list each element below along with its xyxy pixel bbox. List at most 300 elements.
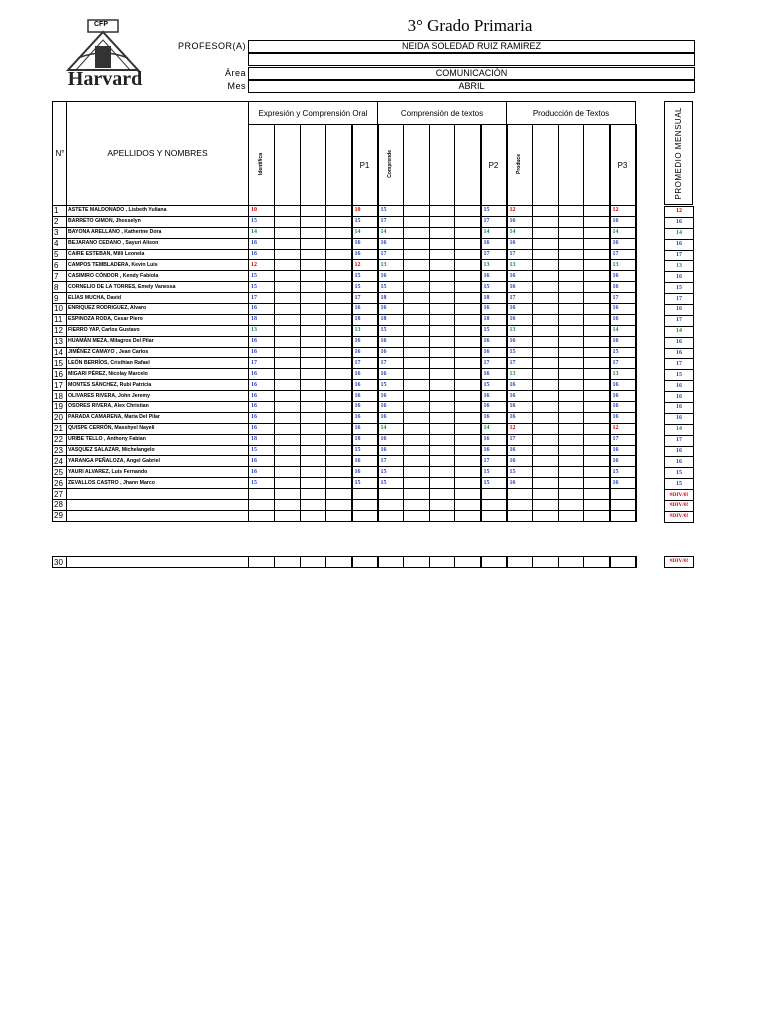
- average-cell: 16: [665, 305, 694, 316]
- table-row: [53, 489, 636, 500]
- grade-cell: 17: [507, 434, 533, 445]
- header-names: APELLIDOS Y NOMBRES: [67, 102, 249, 206]
- grade-cell: 15: [378, 206, 404, 217]
- empty-cell: [404, 336, 430, 347]
- average-cell: 16: [665, 217, 694, 228]
- student-name: OLIVARES RIVERA, John Jeremy: [67, 391, 249, 402]
- grade-cell: 15: [249, 478, 275, 489]
- empty-cell: [301, 238, 326, 249]
- empty-cell: [559, 282, 584, 293]
- row-number: 6: [53, 260, 67, 271]
- table-row: [53, 314, 636, 325]
- empty-cell: [559, 206, 584, 217]
- empty-cell: [584, 478, 610, 489]
- table-row: [53, 293, 636, 304]
- empty-cell: [301, 216, 326, 227]
- empty-cell: [455, 271, 481, 282]
- period-grade-cell: 13: [352, 325, 378, 336]
- period-grade-cell: 16: [610, 380, 636, 391]
- grade-cell: 16: [249, 336, 275, 347]
- empty-cell: [326, 456, 352, 467]
- grade-cell: 16: [507, 380, 533, 391]
- grade-cell: [378, 489, 404, 500]
- empty-cell: [430, 260, 455, 271]
- period-grade-cell: 14: [352, 227, 378, 238]
- empty-cell: [584, 260, 610, 271]
- grade-cell: 16: [507, 391, 533, 402]
- student-name: CAMPOS TEMBLADERA, Kevin Luis: [67, 260, 249, 271]
- empty-cell: [301, 304, 326, 315]
- empty-cell: [301, 206, 326, 217]
- empty-cell: [559, 456, 584, 467]
- empty-cell: [533, 369, 559, 380]
- row-number: 25: [53, 467, 67, 478]
- grade-cell: 16: [507, 271, 533, 282]
- empty-cell: [584, 293, 610, 304]
- row-number: 17: [53, 380, 67, 391]
- grade-cell: 17: [378, 358, 404, 369]
- header-group-comprension: Comprensión de textos: [378, 102, 507, 125]
- empty-cell: [584, 369, 610, 380]
- row-number: 18: [53, 391, 67, 402]
- period-grade-cell: 16: [352, 336, 378, 347]
- average-cell: 17: [665, 359, 694, 370]
- grade-cell: 16: [507, 282, 533, 293]
- empty-cell: [404, 369, 430, 380]
- empty-cell: [533, 478, 559, 489]
- grade-cell: 16: [249, 238, 275, 249]
- empty-cell: [430, 380, 455, 391]
- student-name: LEÓN BERRÍOS, Cristhian Rafael: [67, 358, 249, 369]
- empty-cell: [275, 478, 301, 489]
- empty-cell: [533, 293, 559, 304]
- period-grade-cell: 16: [610, 336, 636, 347]
- student-name: URIBE TELLO , Anthony Fabian: [67, 434, 249, 445]
- period-grade-cell: 16: [481, 391, 507, 402]
- average-cell: 13: [665, 261, 694, 272]
- student-name: [67, 489, 249, 500]
- grades-table: [52, 101, 637, 522]
- empty-cell: [584, 456, 610, 467]
- empty-cell: [559, 304, 584, 315]
- grade-cell: 16: [378, 271, 404, 282]
- row-number: 20: [53, 412, 67, 423]
- grade-cell: 17: [249, 358, 275, 369]
- period-grade-cell: 16: [352, 380, 378, 391]
- empty-cell: [326, 336, 352, 347]
- grade-cell: 16: [378, 304, 404, 315]
- grade-cell: 16: [378, 391, 404, 402]
- promedio-header: [664, 101, 693, 205]
- empty-cell: [455, 314, 481, 325]
- period-grade-cell: 16: [481, 445, 507, 456]
- empty-cell: [301, 260, 326, 271]
- grade-cell: 17: [507, 358, 533, 369]
- empty-cell: [404, 206, 430, 217]
- grade-cell: 17: [378, 216, 404, 227]
- empty-cell: [559, 402, 584, 413]
- empty-cell: [455, 238, 481, 249]
- empty-cell: [275, 304, 301, 315]
- student-name: BEJARANO CEDANO , Sayuri Alison: [67, 238, 249, 249]
- grade-cell: 15: [378, 478, 404, 489]
- empty-cell: [455, 412, 481, 423]
- table-row: [53, 304, 636, 315]
- grade-cell: 16: [507, 314, 533, 325]
- period-grade-cell: 16: [481, 336, 507, 347]
- header-p2: P2: [481, 125, 507, 206]
- empty-cell: [584, 358, 610, 369]
- empty-cell: [275, 456, 301, 467]
- grade-cell: 15: [249, 445, 275, 456]
- row30-promedio: [664, 556, 694, 568]
- empty-cell: [559, 445, 584, 456]
- empty-cell: [301, 282, 326, 293]
- empty-cell: [275, 510, 301, 521]
- table-row: [53, 249, 636, 260]
- empty-cell: [430, 423, 455, 434]
- grade-cell: 15: [249, 282, 275, 293]
- empty-cell: [404, 423, 430, 434]
- empty-cell: [326, 423, 352, 434]
- empty-cell: [455, 293, 481, 304]
- empty-cell: [404, 391, 430, 402]
- student-name: YARANGA PEÑALOZA, Angel Gabriel: [67, 456, 249, 467]
- grade-cell: 17: [378, 456, 404, 467]
- empty-cell: [584, 206, 610, 217]
- average-cell: 14: [665, 228, 694, 239]
- grade-cell: 18: [249, 434, 275, 445]
- empty-cell: [584, 489, 610, 500]
- empty-cell: [326, 216, 352, 227]
- grade-cell: 16: [378, 238, 404, 249]
- empty-cell: [430, 347, 455, 358]
- grade-cell: 18: [249, 314, 275, 325]
- table-row: [53, 260, 636, 271]
- empty-cell: [559, 510, 584, 521]
- empty-cell: [559, 434, 584, 445]
- period-grade-cell: 15: [481, 478, 507, 489]
- empty-cell: [533, 456, 559, 467]
- grade-cell: 14: [378, 423, 404, 434]
- empty-cell: [430, 456, 455, 467]
- empty-cell: [584, 282, 610, 293]
- empty-cell: [455, 369, 481, 380]
- empty-cell: [301, 489, 326, 500]
- empty-cell: [275, 391, 301, 402]
- empty-cell: [455, 304, 481, 315]
- empty-cell: [455, 206, 481, 217]
- grade-cell: 16: [249, 402, 275, 413]
- grade-cell: 17: [249, 293, 275, 304]
- empty-cell: [301, 423, 326, 434]
- table-row: [53, 238, 636, 249]
- empty-cell: [301, 227, 326, 238]
- empty-cell: [404, 271, 430, 282]
- period-grade-cell: 16: [352, 369, 378, 380]
- average-cell: 14: [665, 424, 694, 435]
- empty-cell: [584, 238, 610, 249]
- period-grade-cell: 15: [610, 467, 636, 478]
- empty-cell: [430, 325, 455, 336]
- grade-cell: [507, 510, 533, 521]
- grade-cell: 16: [507, 216, 533, 227]
- period-grade-cell: 13: [481, 260, 507, 271]
- header-p1: P1: [352, 125, 378, 206]
- table-row: [53, 478, 636, 489]
- empty-cell: [430, 402, 455, 413]
- empty-cell: [533, 260, 559, 271]
- grade-cell: 13: [378, 260, 404, 271]
- grade-cell: 15: [378, 467, 404, 478]
- empty-cell: [404, 304, 430, 315]
- empty-cell: [301, 358, 326, 369]
- empty-cell: [430, 206, 455, 217]
- empty-cell: [533, 358, 559, 369]
- empty-cell: [584, 510, 610, 521]
- empty-cell: [301, 456, 326, 467]
- empty-cell: [430, 249, 455, 260]
- period-grade-cell: 16: [352, 238, 378, 249]
- empty-cell: [430, 271, 455, 282]
- row-number: 15: [53, 358, 67, 369]
- table-row: [53, 456, 636, 467]
- empty-cell: [559, 336, 584, 347]
- empty-cell: [275, 423, 301, 434]
- grade-cell: 16: [378, 434, 404, 445]
- grade-cell: 16: [507, 478, 533, 489]
- empty-cell: [455, 467, 481, 478]
- empty-cell: [455, 478, 481, 489]
- empty-cell: [533, 510, 559, 521]
- empty-cell: [533, 347, 559, 358]
- student-name: CORNELIO DE LA TORRES, Emely Vanessa: [67, 282, 249, 293]
- empty-cell: [275, 358, 301, 369]
- empty-cell: [404, 238, 430, 249]
- period-grade-cell: 12: [610, 423, 636, 434]
- empty-cell: [559, 500, 584, 511]
- empty-cell: [404, 456, 430, 467]
- average-cell: 12: [665, 207, 694, 218]
- period-grade-cell: 15: [481, 206, 507, 217]
- table-row: [53, 434, 636, 445]
- period-grade-cell: [481, 500, 507, 511]
- page-title: 3° Grado Primaria: [407, 16, 533, 35]
- empty-cell: [275, 434, 301, 445]
- empty-cell: [584, 402, 610, 413]
- grade-cell: 16: [249, 380, 275, 391]
- period-grade-cell: 16: [481, 304, 507, 315]
- empty-cell: [455, 347, 481, 358]
- empty-cell: [455, 489, 481, 500]
- grade-cell: 15: [249, 271, 275, 282]
- period-grade-cell: 16: [352, 304, 378, 315]
- grade-cell: 16: [507, 336, 533, 347]
- empty-cell: [326, 227, 352, 238]
- row-number: 28: [53, 500, 67, 511]
- period-grade-cell: 15: [352, 445, 378, 456]
- period-grade-cell: [610, 489, 636, 500]
- empty-cell: [404, 445, 430, 456]
- row-number: 27: [53, 489, 67, 500]
- empty-cell: [559, 478, 584, 489]
- period-grade-cell: 16: [481, 271, 507, 282]
- empty-cell: [455, 510, 481, 521]
- row-number: 8: [53, 282, 67, 293]
- empty-cell: [533, 238, 559, 249]
- empty-cell: [455, 216, 481, 227]
- grade-cell: 15: [249, 216, 275, 227]
- empty-cell: [533, 314, 559, 325]
- empty-cell: [326, 304, 352, 315]
- empty-cell: [559, 358, 584, 369]
- empty-cell: [301, 380, 326, 391]
- empty-cell: [430, 489, 455, 500]
- empty-cell: [275, 402, 301, 413]
- empty-cell: [275, 238, 301, 249]
- period-grade-cell: 15: [481, 282, 507, 293]
- empty-cell: [559, 423, 584, 434]
- empty-cell: [326, 238, 352, 249]
- empty-cell: [326, 412, 352, 423]
- header-group-oral: Expresión y Comprensión Oral: [249, 102, 378, 125]
- empty-cell: [326, 434, 352, 445]
- empty-cell: [584, 216, 610, 227]
- empty-cell: [404, 358, 430, 369]
- grade-cell: 16: [507, 456, 533, 467]
- student-name: MIGARI PÉREZ, Nicolay Marcelo: [67, 369, 249, 380]
- empty-cell: [404, 216, 430, 227]
- period-grade-cell: 15: [352, 282, 378, 293]
- empty-cell: [301, 478, 326, 489]
- empty-cell: [326, 380, 352, 391]
- empty-cell: [584, 314, 610, 325]
- empty-cell: [430, 434, 455, 445]
- table-row: [53, 206, 636, 217]
- period-grade-cell: 15: [481, 325, 507, 336]
- average-cell: 16: [665, 337, 694, 348]
- empty-cell: [455, 456, 481, 467]
- row-number: 19: [53, 402, 67, 413]
- period-grade-cell: 15: [481, 467, 507, 478]
- empty-cell: [275, 260, 301, 271]
- table-row: [53, 271, 636, 282]
- average-cell: 16: [665, 446, 694, 457]
- period-grade-cell: 14: [481, 227, 507, 238]
- grade-cell: 16: [507, 238, 533, 249]
- grade-cell: 17: [378, 249, 404, 260]
- student-name: PARADA CAMARENA, Maria Del Pilar: [67, 412, 249, 423]
- empty-cell: [430, 500, 455, 511]
- grade-cell: 16: [507, 412, 533, 423]
- student-name: MONTES SÁNCHEZ, Rubí Patricia: [67, 380, 249, 391]
- empty-cell: [533, 434, 559, 445]
- sub-produce: Produce: [516, 153, 523, 174]
- logo-badge: CFP: [94, 21, 108, 28]
- empty-cell: [559, 238, 584, 249]
- period-grade-cell: 18: [352, 314, 378, 325]
- period-grade-cell: 15: [352, 478, 378, 489]
- table-row: [53, 336, 636, 347]
- empty-cell: [275, 271, 301, 282]
- average-cell: 15: [665, 370, 694, 381]
- grade-cell: [249, 489, 275, 500]
- empty-cell: [326, 358, 352, 369]
- row30-avg: #DIV/0!: [665, 557, 694, 568]
- empty-cell: [301, 249, 326, 260]
- empty-cell: [533, 336, 559, 347]
- grade-cell: 16: [378, 347, 404, 358]
- grade-cell: 14: [507, 227, 533, 238]
- empty-cell: [455, 282, 481, 293]
- empty-cell: [301, 325, 326, 336]
- empty-cell: [326, 314, 352, 325]
- row-number: 2: [53, 216, 67, 227]
- grade-cell: 16: [249, 423, 275, 434]
- table-row: [53, 500, 636, 511]
- grade-cell: 16: [507, 445, 533, 456]
- grade-cell: 16: [378, 402, 404, 413]
- grade-cell: [378, 500, 404, 511]
- grade-cell: 18: [378, 314, 404, 325]
- period-grade-cell: 16: [352, 423, 378, 434]
- table-row: [53, 282, 636, 293]
- empty-cell: [404, 412, 430, 423]
- empty-cell: [326, 282, 352, 293]
- empty-cell: [430, 304, 455, 315]
- table-row: [53, 347, 636, 358]
- empty-cell: [584, 445, 610, 456]
- grade-cell: 14: [378, 227, 404, 238]
- grade-cell: [249, 500, 275, 511]
- grade-cell: 15: [378, 380, 404, 391]
- table-row: [53, 510, 636, 521]
- empty-cell: [455, 445, 481, 456]
- empty-cell: [455, 358, 481, 369]
- empty-cell: [404, 510, 430, 521]
- empty-cell: [559, 293, 584, 304]
- period-grade-cell: 16: [481, 402, 507, 413]
- empty-cell: [301, 336, 326, 347]
- empty-cell: [326, 478, 352, 489]
- empty-cell: [301, 391, 326, 402]
- table-row: [53, 391, 636, 402]
- empty-cell: [430, 510, 455, 521]
- row-number: 21: [53, 423, 67, 434]
- average-cell: 17: [665, 315, 694, 326]
- empty-cell: [584, 380, 610, 391]
- grade-cell: 17: [507, 293, 533, 304]
- logo-text: Harvard: [67, 68, 143, 90]
- empty-cell: [559, 249, 584, 260]
- period-grade-cell: 16: [352, 391, 378, 402]
- period-grade-cell: 16: [481, 238, 507, 249]
- grade-cell: 12: [507, 206, 533, 217]
- row-number: 26: [53, 478, 67, 489]
- grade-cell: 14: [249, 227, 275, 238]
- empty-cell: [533, 227, 559, 238]
- period-grade-cell: [352, 510, 378, 521]
- average-cell: 16: [665, 239, 694, 250]
- empty-cell: [430, 336, 455, 347]
- row30-num: 30: [53, 557, 67, 568]
- empty-cell: [404, 282, 430, 293]
- grade-cell: 16: [249, 304, 275, 315]
- student-name: BAYONA ARELLANO , Katherine Dora: [67, 227, 249, 238]
- period-grade-cell: 16: [610, 402, 636, 413]
- grade-cell: 16: [378, 369, 404, 380]
- student-name: ASTETE MALDONADO , Lisbeth Yuliana: [67, 206, 249, 217]
